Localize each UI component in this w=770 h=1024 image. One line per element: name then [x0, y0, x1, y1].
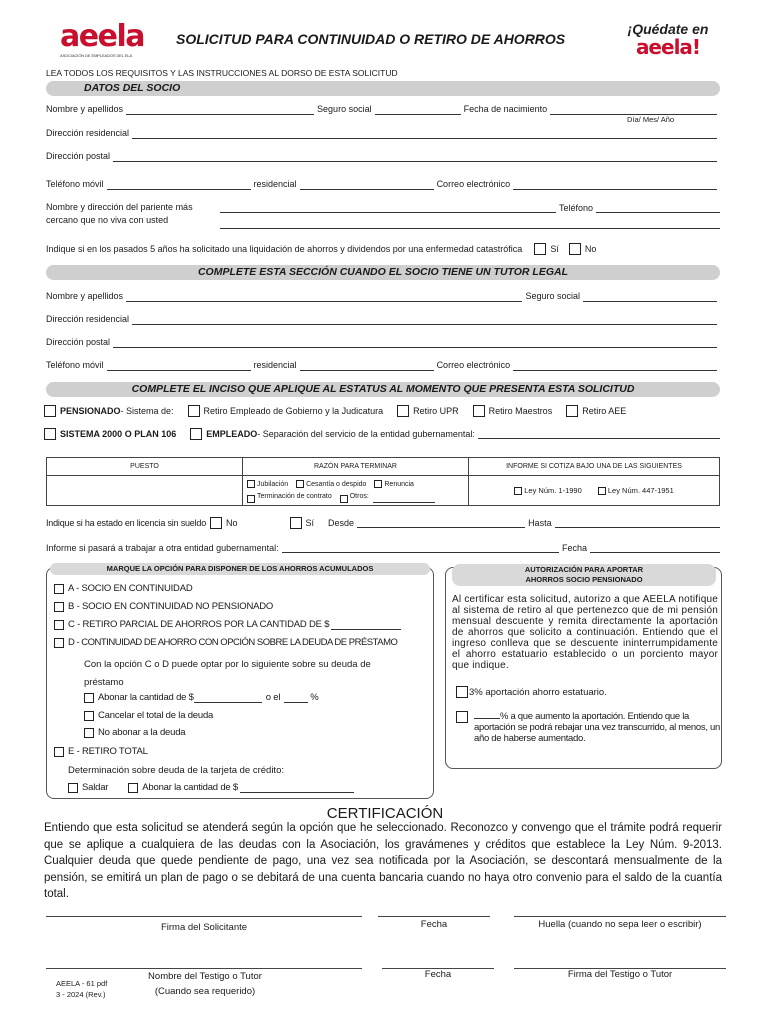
catastrophic-yes-label: Sí — [550, 244, 559, 254]
firma-solicitante-label: Firma del Solicitante — [160, 922, 248, 933]
option-b-label: B - SOCIO EN CONTINUIDAD NO PENSIONADO — [68, 601, 274, 612]
system-aee-label: Retiro AEE — [582, 406, 627, 416]
option-c-label: C - RETIRO PARCIAL DE AHORROS POR LA CANTIDAD DE $ — [68, 619, 330, 630]
firma-testigo-label: Firma del Testigo o Tutor — [567, 969, 673, 980]
logo-text: aeela — [60, 19, 144, 54]
reason-jubilacion-label: Jubilación — [257, 480, 289, 488]
cd-note-2: préstamo — [84, 677, 124, 688]
desde-label: Desde — [328, 518, 355, 528]
catastrophic-no-checkbox[interactable] — [569, 243, 581, 255]
col-puesto: PUESTO — [47, 458, 243, 476]
reason-terminacion-label: Terminación de contrato — [257, 492, 332, 500]
no-abonar-checkbox[interactable] — [84, 728, 94, 738]
option-d-checkbox[interactable] — [54, 638, 64, 648]
work-field[interactable] — [282, 544, 559, 553]
sistema2000-label: SISTEMA 2000 O PLAN 106 — [60, 429, 177, 439]
cancelar-checkbox[interactable] — [84, 711, 94, 721]
hasta-label: Hasta — [528, 518, 552, 528]
tutor-res-address-label: Dirección residencial — [46, 314, 130, 324]
work-fecha-label: Fecha — [561, 543, 587, 553]
option-c-amount-field[interactable] — [331, 620, 401, 630]
option-c-checkbox[interactable] — [54, 620, 64, 630]
fecha-solicitante-label: Fecha — [420, 919, 448, 930]
reason-otros-field[interactable] — [373, 502, 435, 503]
system-upr-label: Retiro UPR — [413, 406, 459, 416]
form-title: SOLICITUD PARA CONTINUIDAD O RETIRO DE AHORROS — [176, 31, 566, 47]
leave-question: Indique si ha estado en licencia sin sueldo — [46, 518, 207, 528]
res-address-label: Dirección residencial — [46, 128, 130, 138]
job-table — [46, 457, 720, 506]
cancelar-label: Cancelar el total de la deuda — [98, 710, 214, 721]
section-datos-socio: DATOS DEL SOCIO — [46, 81, 720, 96]
cd-note-1: Con la opción C o D puede optar por lo siguiente sobre su deuda de — [84, 659, 371, 670]
authorization-title-1: AUTORIZACIÓN PARA APORTAR — [524, 565, 644, 574]
puesto-cell[interactable] — [47, 476, 243, 506]
name-field[interactable] — [126, 106, 314, 115]
res-address-field[interactable] — [132, 130, 717, 139]
residential-label: residencial — [253, 179, 297, 189]
saldar-label: Saldar — [82, 782, 109, 793]
email-label: Correo electrónico — [436, 179, 511, 189]
firma-solicitante-line[interactable] — [46, 916, 362, 917]
reason-renuncia-label: Renuncia — [384, 480, 414, 488]
aeela-logo — [60, 19, 146, 60]
relative-field[interactable] — [220, 204, 556, 213]
catastrophic-no-label: No — [584, 244, 597, 254]
catastrophic-question: Indique si en los pasados 5 años ha solicitado una liquidación de ahorros y dividendos por una enfermedad catastrófica — [46, 244, 523, 254]
option-d-label: D - CONTINUIDAD DE AHORRO CON OPCIÓN SOBRE LA DEUDA DE PRÉSTAMO — [68, 637, 398, 648]
postal-address-field[interactable] — [113, 153, 717, 162]
system-upr-checkbox[interactable] — [397, 405, 409, 417]
reason-terminacion-checkbox[interactable] — [247, 495, 255, 503]
system-aee-checkbox[interactable] — [566, 405, 578, 417]
col-razon: RAZÓN PARA TERMINAR — [243, 458, 469, 476]
reason-cesantia-checkbox[interactable] — [296, 480, 304, 488]
dob-label: Fecha de nacimiento — [463, 104, 548, 114]
relative-phone-label: Teléfono — [558, 203, 593, 213]
abonar-label: Abonar la cantidad de $ — [98, 692, 194, 703]
name-label: Nombre y apellidos — [46, 104, 124, 114]
certification-body: Entiendo que esta solicitud se atenderá según la opción que he seleccionado. Reconozco y convengo que el trámite podrá requerir que se aplique a cualquiera de las deudas con la Asociación, los gravámenes y créditos que establece la Ley Núm. 9-2013. Cualquier deuda que quede pendiente de pago, una vez sea notificada por la Asociación, se descontará mensualmente de la pensión, se emitirá un plan de pago o se debitará de una cuenta bancaria cuando no haya otro convenio para el saldo de la cuantía total. — [44, 822, 722, 900]
tutor-residential-field[interactable] — [300, 362, 434, 371]
system-maestros-checkbox[interactable] — [473, 405, 485, 417]
section-status: COMPLETE EL INCISO QUE APLIQUE AL ESTATUS AL MOMENTO QUE PRESENTA ESTA SOLICITUD — [46, 382, 720, 397]
tutor-mobile-label: Teléfono móvil — [46, 360, 104, 370]
pct-label: % — [310, 692, 319, 703]
catastrophic-yes-checkbox[interactable] — [534, 243, 546, 255]
email-field[interactable] — [513, 181, 717, 190]
separation-field[interactable] — [478, 430, 720, 439]
reason-cesantia-label: Cesantía o despido — [306, 480, 367, 488]
residential-field[interactable] — [300, 181, 434, 190]
leave-yes-label: Sí — [305, 518, 315, 528]
tutor-email-label: Correo electrónico — [436, 360, 511, 370]
system-gobierno-label: Retiro Empleado de Gobierno y la Judicatura — [203, 406, 384, 416]
sistema2000-checkbox[interactable] — [44, 428, 56, 440]
tutor-postal-address-field[interactable] — [113, 339, 717, 348]
fecha-solicitante-line[interactable] — [378, 916, 490, 917]
hasta-field[interactable] — [555, 519, 720, 528]
law-1-label: Ley Núm. 1-1990 — [524, 485, 582, 495]
mobile-label: Teléfono móvil — [46, 179, 104, 189]
instructions-note: LEA TODOS LOS REQUISITOS Y LAS INSTRUCCIONES AL DORSO DE ESTA SOLICITUD — [46, 68, 398, 78]
col-informe: INFORME SI COTIZA BAJO UNA DE LAS SIGUIENTES — [469, 458, 720, 476]
system-gobierno-checkbox[interactable] — [188, 405, 200, 417]
slogan-line-2: aeela! — [635, 35, 701, 59]
leave-no-label: No — [226, 518, 238, 528]
dob-hint: Día/ Mes/ Año — [627, 115, 675, 124]
law-1-checkbox[interactable] — [514, 487, 522, 495]
reason-jubilacion-checkbox[interactable] — [247, 480, 255, 488]
tutor-res-address-field[interactable] — [132, 316, 717, 325]
abonar-checkbox[interactable] — [84, 693, 94, 703]
tutor-ss-label: Seguro social — [525, 291, 580, 301]
huella-label: Huella (cuando no sepa leer o escribir) — [538, 919, 702, 930]
authorization-title-2: AHORROS SOCIO PENSIONADO — [525, 575, 643, 584]
ss-label: Seguro social — [317, 104, 372, 114]
auth-increase-checkbox[interactable] — [456, 711, 468, 723]
work-question: Informe si pasará a trabajar a otra entidad gubernamental: — [46, 543, 279, 553]
system-maestros-label: Retiro Maestros — [488, 406, 553, 416]
empleado-label: EMPLEADO — [206, 429, 258, 439]
abonar-credit-checkbox[interactable] — [128, 783, 138, 793]
relative-field-line-2[interactable] — [220, 228, 720, 229]
option-e-checkbox[interactable] — [54, 747, 64, 757]
option-a-label: A - SOCIO EN CONTINUIDAD — [68, 583, 193, 594]
auth-increase-label: % a que aumento la aportación. Entiendo que la aportación se podrá rebajar una vez transcurrido, al menos, un año de haberse aumentado. — [474, 711, 720, 744]
reason-otros-label: Otros: — [349, 492, 369, 500]
relative-phone-field[interactable] — [596, 204, 720, 213]
tutor-mobile-field[interactable] — [107, 362, 251, 371]
certification-title: CERTIFICACIÓN — [326, 805, 444, 822]
form-revision: 3 - 2024 (Rev.) — [56, 990, 106, 999]
option-b-checkbox[interactable] — [54, 602, 64, 612]
abonar-pct-field[interactable] — [284, 693, 308, 703]
relative-label-1: Nombre y dirección del pariente más — [46, 202, 193, 212]
credit-title: Determinación sobre deuda de la tarjeta de crédito: — [68, 765, 284, 776]
empleado-checkbox[interactable] — [190, 428, 202, 440]
reason-renuncia-checkbox[interactable] — [374, 480, 382, 488]
reason-otros-checkbox[interactable] — [340, 495, 348, 503]
tutor-postal-address-label: Dirección postal — [46, 337, 111, 347]
tutor-name-field[interactable] — [126, 293, 522, 302]
law-2-label: Ley Núm. 447-1951 — [607, 485, 674, 495]
work-fecha-field[interactable] — [590, 544, 720, 553]
options-title: MARQUE LA OPCIÓN PARA DISPONER DE LOS AHORROS ACUMULADOS — [50, 563, 430, 575]
pensionado-suffix: - Sistema de: — [120, 406, 174, 416]
auth-3pct-checkbox[interactable] — [456, 686, 468, 698]
saldar-checkbox[interactable] — [68, 783, 78, 793]
fecha-testigo-label: Fecha — [424, 969, 452, 980]
form-id: AEELA - 61 pdf — [56, 979, 108, 988]
tutor-ss-field[interactable] — [583, 293, 717, 302]
o-el-label: o el — [265, 692, 281, 703]
dob-field[interactable] — [550, 106, 717, 115]
logo-tagline: ASOCIACIÓN DE EMPLEADOS DEL ELA — [60, 53, 133, 58]
slogan-line-1: ¡Quédate en — [627, 21, 709, 37]
huella-line[interactable] — [514, 916, 726, 917]
tutor-email-field[interactable] — [513, 362, 717, 371]
authorization-title — [452, 564, 716, 586]
empleado-suffix: - Separación del servicio de la entidad gubernamental: — [257, 429, 475, 439]
no-abonar-label: No abonar a la deuda — [98, 727, 186, 738]
leave-yes-checkbox[interactable] — [290, 517, 302, 529]
informe-cell — [469, 476, 720, 506]
ss-field[interactable] — [375, 106, 461, 115]
option-e-label: E - RETIRO TOTAL — [68, 746, 148, 757]
tutor-name-label: Nombre y apellidos — [46, 291, 124, 301]
testigo-label-1: Nombre del Testigo o Tutor — [148, 971, 262, 982]
authorization-body: Al certificar esta solicitud, autorizo a que AEELA notifique al sistema de retiro al que pertenezco que de mi pensión mensual descuente y remita directamente la aportación de ahorros que solicito a continuación. Entiendo que el ingreso conlleva que se descuente ininterrumpidamente el ahorro estatuario establecido o un porciento mayor que indique. — [452, 594, 718, 671]
leave-no-checkbox[interactable] — [210, 517, 222, 529]
law-2-checkbox[interactable] — [598, 487, 606, 495]
razon-cell — [243, 476, 469, 506]
pensionado-checkbox[interactable] — [44, 405, 56, 417]
postal-address-label: Dirección postal — [46, 151, 111, 161]
abonar-amount-field[interactable] — [194, 693, 262, 703]
option-a-checkbox[interactable] — [54, 584, 64, 594]
abonar-credit-label: Abonar la cantidad de $ — [142, 782, 239, 793]
desde-field[interactable] — [357, 519, 525, 528]
abonar-credit-field[interactable] — [240, 783, 354, 793]
mobile-field[interactable] — [107, 181, 251, 190]
testigo-label-2: (Cuando sea requerido) — [154, 986, 256, 997]
relative-label-2: cercano que no viva con usted — [46, 215, 169, 225]
section-tutor: COMPLETE ESTA SECCIÓN CUANDO EL SOCIO TIENE UN TUTOR LEGAL — [46, 265, 720, 280]
slogan-logo — [618, 22, 718, 57]
auth-3pct-label: 3% aportación ahorro estatuario. — [469, 686, 607, 698]
pensionado-label: PENSIONADO — [60, 406, 121, 416]
tutor-residential-label: residencial — [253, 360, 297, 370]
auth-increase-field[interactable] — [474, 710, 500, 719]
